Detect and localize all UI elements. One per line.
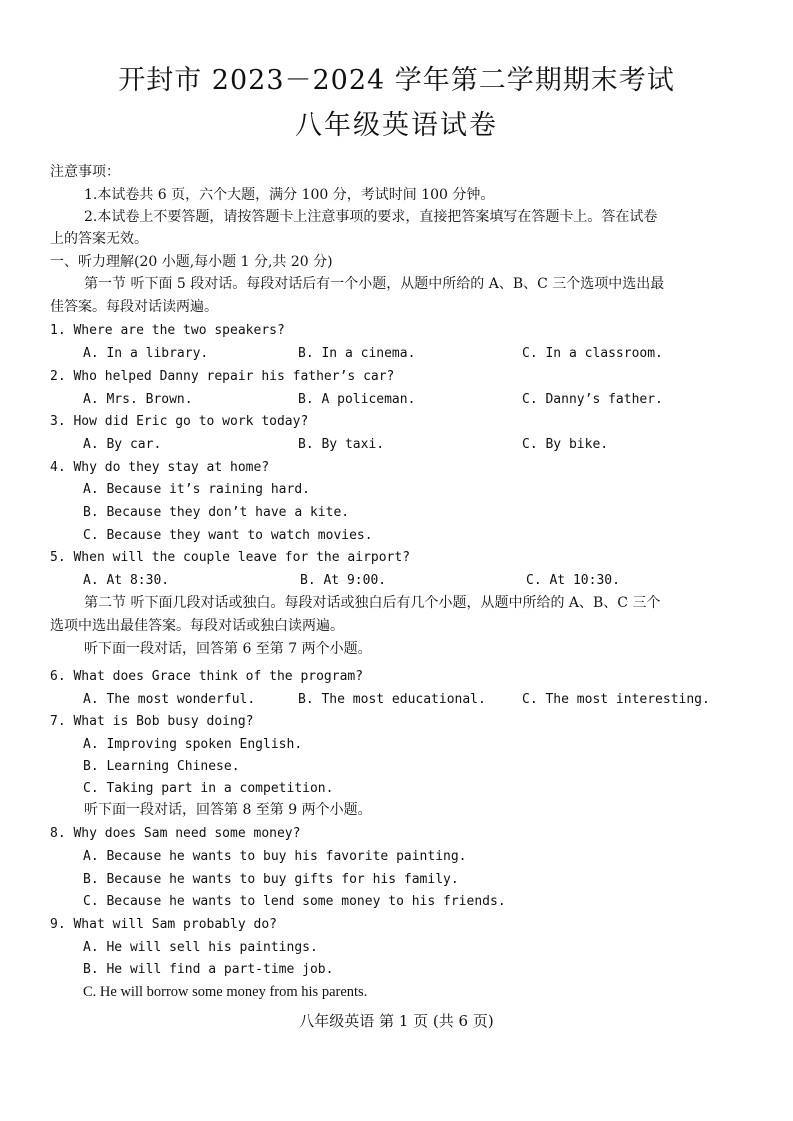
q2-option-c: C. Danny’s father. bbox=[522, 392, 663, 407]
q6-option-b: B. The most educational. bbox=[298, 692, 486, 707]
question-5: 5. When will the couple leave for the airport? bbox=[50, 550, 411, 565]
part1-instructions-cont: 佳答案。每段对话读两遍。 bbox=[50, 299, 218, 315]
q5-option-a: A. At 8:30. bbox=[83, 573, 170, 588]
q4-option-a: A. Because it’s raining hard. bbox=[83, 482, 310, 497]
instruction-q6-q7: 听下面一段对话，回答第 6 至第 7 两个小题。 bbox=[84, 641, 372, 657]
section1-heading: 一、听力理解(20 小题,每小题 1 分,共 20 分) bbox=[50, 254, 333, 270]
q1-option-b: B. In a cinema. bbox=[298, 346, 416, 361]
q8-option-a: A. Because he wants to buy his favorite painting. bbox=[83, 849, 467, 864]
q1-option-c: C. In a classroom. bbox=[522, 346, 663, 361]
question-9: 9. What will Sam probably do? bbox=[50, 917, 277, 932]
q4-option-b: B. Because they don’t have a kite. bbox=[83, 505, 350, 520]
q6-option-c: C. The most interesting. bbox=[522, 692, 710, 707]
q6-option-a: A. The most wonderful. bbox=[83, 692, 256, 707]
q7-option-c: C. Taking part in a competition. bbox=[83, 781, 334, 796]
exam-title: 开封市 2023－2024 学年第二学期期末考试 bbox=[118, 65, 675, 96]
part1-instructions: 第一节 听下面 5 段对话。每段对话后有一个小题，从题中所给的 A、B、C 三个选项中选出最 bbox=[84, 276, 665, 292]
q7-option-b: B. Learning Chinese. bbox=[83, 759, 240, 774]
note-item-2: 2.本试卷上不要答题，请按答题卡上注意事项的要求，直接把答案填写在答题卡上。答在试卷 bbox=[84, 209, 658, 225]
q2-option-a: A. Mrs. Brown. bbox=[83, 392, 193, 407]
part2-instructions: 第二节 听下面几段对话或独白。每段对话或独白后有几个小题，从题中所给的 A、B、C 三个 bbox=[84, 595, 661, 611]
page-footer: 八年级英语 第 1 页 (共 6 页) bbox=[299, 1012, 494, 1030]
part2-instructions-cont: 选项中选出最佳答案。每段对话或独白读两遍。 bbox=[50, 618, 344, 634]
q9-option-c: C. He will borrow some money from his parents. bbox=[83, 984, 368, 1000]
q2-option-b: B. A policeman. bbox=[298, 392, 416, 407]
question-6: 6. What does Grace think of the program? bbox=[50, 669, 364, 684]
question-7: 7. What is Bob busy doing? bbox=[50, 714, 254, 729]
notes-heading: 注意事项： bbox=[50, 164, 120, 180]
q4-option-c: C. Because they want to watch movies. bbox=[83, 528, 373, 543]
q5-option-c: C. At 10:30. bbox=[526, 573, 620, 588]
instruction-q8-q9: 听下面一段对话，回答第 8 至第 9 两个小题。 bbox=[84, 802, 372, 818]
question-2: 2. Who helped Danny repair his father’s car? bbox=[50, 369, 395, 384]
note-item-2-cont: 上的答案无效。 bbox=[50, 231, 148, 247]
question-3: 3. How did Eric go to work today? bbox=[50, 414, 309, 429]
question-4: 4. Why do they stay at home? bbox=[50, 460, 270, 475]
q3-option-c: C. By bike. bbox=[522, 437, 609, 452]
q8-option-b: B. Because he wants to buy gifts for his family. bbox=[83, 872, 459, 887]
q9-option-b: B. He will find a part-time job. bbox=[83, 962, 334, 977]
q1-option-a: A. In a library. bbox=[83, 346, 209, 361]
q5-option-b: B. At 9:00. bbox=[300, 573, 387, 588]
q7-option-a: A. Improving spoken English. bbox=[83, 737, 303, 752]
question-8: 8. Why does Sam need some money? bbox=[50, 826, 301, 841]
note-item-1: 1.本试卷共 6 页，六个大题，满分 100 分，考试时间 100 分钟。 bbox=[84, 187, 495, 203]
q8-option-c: C. Because he wants to lend some money to his friends. bbox=[83, 894, 506, 909]
q3-option-a: A. By car. bbox=[83, 437, 162, 452]
q3-option-b: B. By taxi. bbox=[298, 437, 385, 452]
exam-subtitle: 八年级英语试卷 bbox=[295, 110, 498, 141]
q9-option-a: A. He will sell his paintings. bbox=[83, 940, 318, 955]
question-1: 1. Where are the two speakers? bbox=[50, 323, 285, 338]
